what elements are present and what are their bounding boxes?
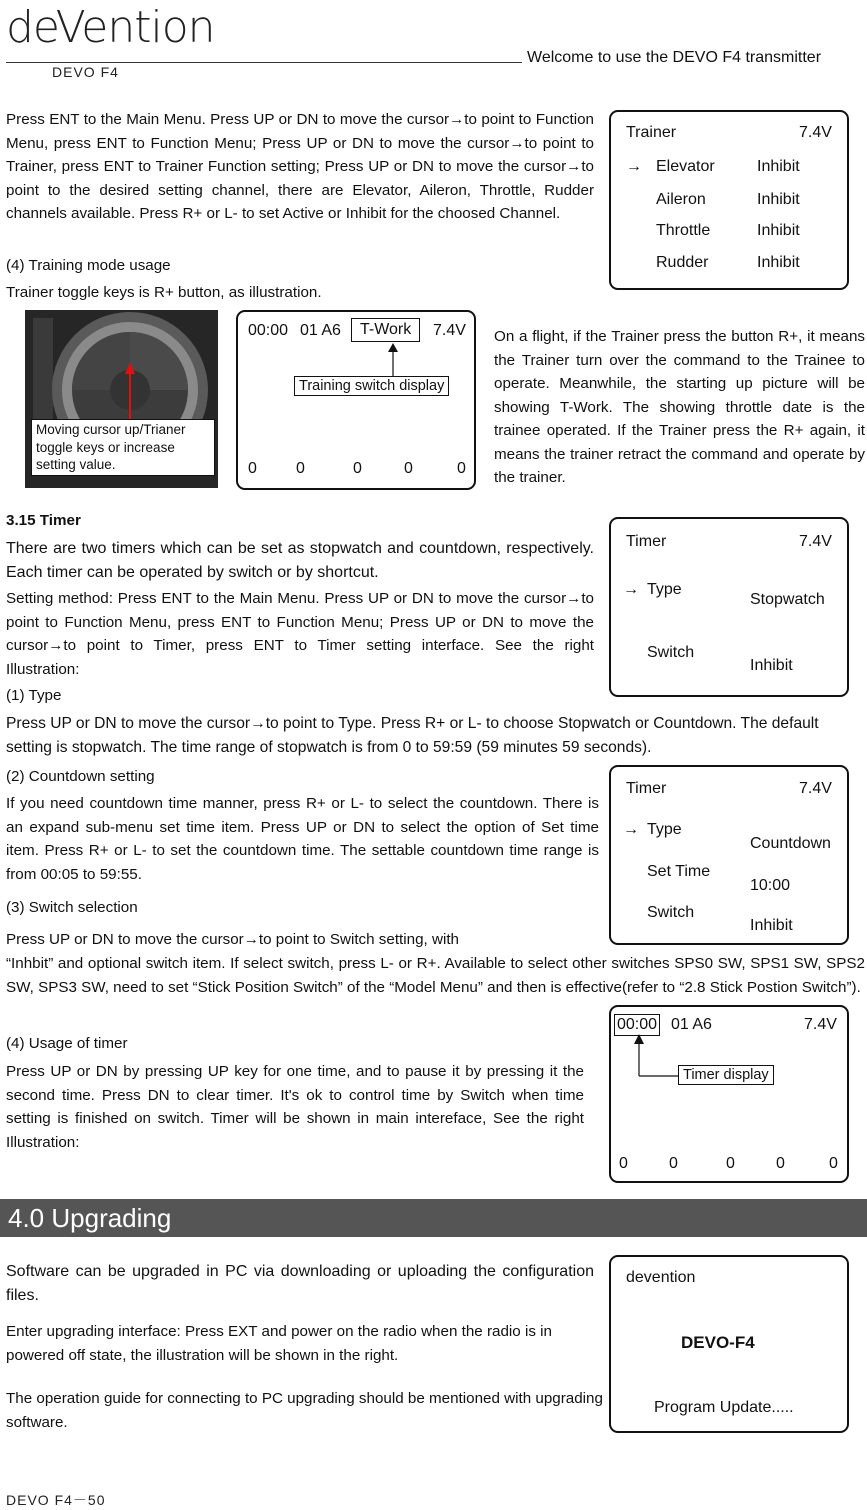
trainer-row-name: Elevator [656, 158, 715, 175]
timer-lcd-stopwatch [609, 517, 849, 697]
upgrade-paragraph-1: Software can be upgraded in PC via downloading or uploading the configuration files. [6, 1263, 594, 1304]
trainer-row-value: Inhibit [757, 222, 800, 239]
header-divider [6, 62, 522, 63]
switch-selection-heading: (3) Switch selection [6, 899, 138, 916]
trainer-flight-paragraph: On a flight, if the Trainer press the button R+, it means the Trainer turn over the command to the Trainee to operate. Meanwhile, the starting up picture will be showing T-Work. The showing throttle date is the trainee operated. If the Trainer press the R+ again, it means the trainer retract the command and operate by the trainer. [494, 328, 865, 486]
trim-value: 0 [404, 460, 413, 477]
timer-usage-paragraph: Press UP or DN by pressing UP key for one time, and to pause it by pressing it the second time. Press DN to clear timer. It's ok to control time by Switch when time setting is finished on switch. Timer will be shown in main intereface, See the right Illustration: [6, 1063, 584, 1151]
switch-selection-line: Press UP or DN to move the cursor→to point to Switch setting, with [6, 931, 459, 948]
trainer-row-name: Rudder [656, 254, 709, 271]
switch-value: Inhibit [750, 657, 793, 674]
model-label: DEVO F4 [52, 64, 119, 80]
trainer-row-value: Inhibit [757, 254, 800, 271]
trainer-row-value: Inhibit [757, 191, 800, 208]
trainer-row-name: Throttle [656, 222, 711, 239]
lcd-voltage: 7.4V [433, 322, 466, 339]
upgrade-paragraph-2: Enter upgrading interface: Press EXT and power on the radio when the radio is in powered off state, the illustration will be shown in the right. [6, 1323, 552, 1364]
twork-indicator: T-Work [351, 318, 420, 342]
timer-lcd-countdown [609, 765, 849, 945]
twork-lcd-screen [236, 310, 476, 490]
main-lcd-timer [609, 1005, 849, 1183]
page-footer: DEVO F4－50 [6, 1492, 106, 1508]
type-paragraph: Press UP or DN to move the cursor→to point to Type. Press R+ or L- to choose Stopwatch or Countdown. The default setting is stopwatch. The time range of stopwatch is from 0 to 59:59 (59 minutes 59 seconds). [6, 715, 819, 756]
countdown-heading: (2) Countdown setting [6, 768, 155, 785]
countdown-paragraph: If you need countdown time manner, press R+ or L- to select the countdown. There is an expand sub-menu set time item. Press UP or DN to select the option of Set time item. Press R+ or L- to set the countdown time. The settable countdown time range is from 00:05 to 59:55. [6, 795, 599, 883]
type-value: Stopwatch [750, 591, 825, 608]
lcd-voltage: 7.4V [799, 533, 832, 550]
timer-section-heading: 3.15 Timer [6, 512, 81, 529]
cursor-arrow-icon: → [623, 581, 639, 598]
training-mode-text: Trainer toggle keys is R+ button, as illustration. [6, 284, 322, 301]
lcd-timer: 00:00 [614, 1014, 660, 1036]
photo-caption: Moving cursor up/Trianer toggle keys or increase setting value. [31, 419, 215, 476]
lcd-update-status: Program Update..... [654, 1399, 794, 1416]
trainer-intro-paragraph: Press ENT to the Main Menu. Press UP or DN to move the cursor→to point to Function Menu, press ENT to Function Menu; Press UP or DN to move the cursor→to point to Trainer, press ENT to Trainer Function setting; Press UP or DN to move the cursor→to point to the desired setting channel, there are Elevator, Aileron, Throttle, Rudder channels available. Press R+ or L- to set Active or Inhibit for the choosed Channel. [6, 111, 594, 222]
lcd-model: 01 A6 [300, 322, 341, 339]
lcd-title: Timer [626, 780, 667, 797]
trainer-row-name: Aileron [656, 191, 706, 208]
upgrade-lcd-screen [609, 1255, 849, 1433]
lcd-voltage: 7.4V [799, 124, 832, 141]
lcd-model-title: DEVO-F4 [681, 1333, 755, 1352]
type-label: Type [647, 581, 682, 598]
switch-selection-paragraph: “Inhbit” and optional switch item. If select switch, press L- or R+. Available to select other switches SPS0 SW, SPS1 SW, SPS2 SW, SPS3 SW, need to set “Stick Position Switch” of the “Model Menu” and then is effective(refer to “2.8 Stick Postion Switch”). [6, 955, 865, 996]
trainer-row-value: Inhibit [757, 158, 800, 175]
type-heading: (1) Type [6, 687, 62, 704]
lcd-voltage: 7.4V [799, 780, 832, 797]
timer-usage-heading: (4) Usage of timer [6, 1035, 128, 1052]
trim-value: 0 [353, 460, 362, 477]
type-label: Type [647, 821, 682, 838]
trim-value: 0 [726, 1155, 735, 1172]
lcd-voltage: 7.4V [804, 1016, 837, 1033]
type-value: Countdown [750, 835, 831, 852]
trim-value: 0 [669, 1155, 678, 1172]
trim-value: 0 [829, 1155, 838, 1172]
lcd-model: 01 A6 [671, 1016, 712, 1033]
callout-arrow-icon [383, 342, 403, 378]
trim-value: 0 [457, 460, 466, 477]
lcd-title: Trainer [626, 124, 677, 141]
settime-value: 10:00 [750, 877, 791, 894]
training-switch-callout: Training switch display [294, 376, 449, 396]
upgrading-section-bar: 4.0 Upgrading [0, 1199, 867, 1237]
timer-intro-paragraph: There are two timers which can be set as stopwatch and countdown, respectively. Each timer can be operated by switch or by shortcut. [6, 540, 594, 581]
settime-label: Set Time [647, 863, 711, 880]
lcd-title: Timer [626, 533, 667, 550]
lcd-brand: devention [626, 1269, 696, 1286]
trim-value: 0 [619, 1155, 628, 1172]
cursor-arrow-icon: → [626, 158, 642, 175]
trim-value: 0 [296, 460, 305, 477]
timer-setting-paragraph: Setting method: Press ENT to the Main Menu. Press UP or DN to move the cursor→to point to Function Menu, press ENT to Function Menu; Press UP or DN to move the cursor→to point to Timer, press ENT to Timer setting interface. See the right Illustration: [6, 590, 594, 678]
timer-display-callout: Timer display [678, 1065, 774, 1085]
switch-value: Inhibit [750, 917, 793, 934]
trim-value: 0 [248, 460, 257, 477]
switch-label: Switch [647, 644, 695, 661]
brand-logo: deVention [6, 2, 215, 53]
trainer-lcd-screen [609, 110, 849, 290]
upgrade-paragraph-3: The operation guide for connecting to PC upgrading should be mentioned with upgrading software. [6, 1390, 603, 1431]
trim-value: 0 [776, 1155, 785, 1172]
page-header-title: Welcome to use the DEVO F4 transmitter [527, 49, 822, 66]
cursor-arrow-icon: → [623, 821, 639, 838]
lcd-timer: 00:00 [248, 322, 289, 339]
training-mode-heading: (4) Training mode usage [6, 257, 171, 274]
switch-label: Switch [647, 904, 695, 921]
